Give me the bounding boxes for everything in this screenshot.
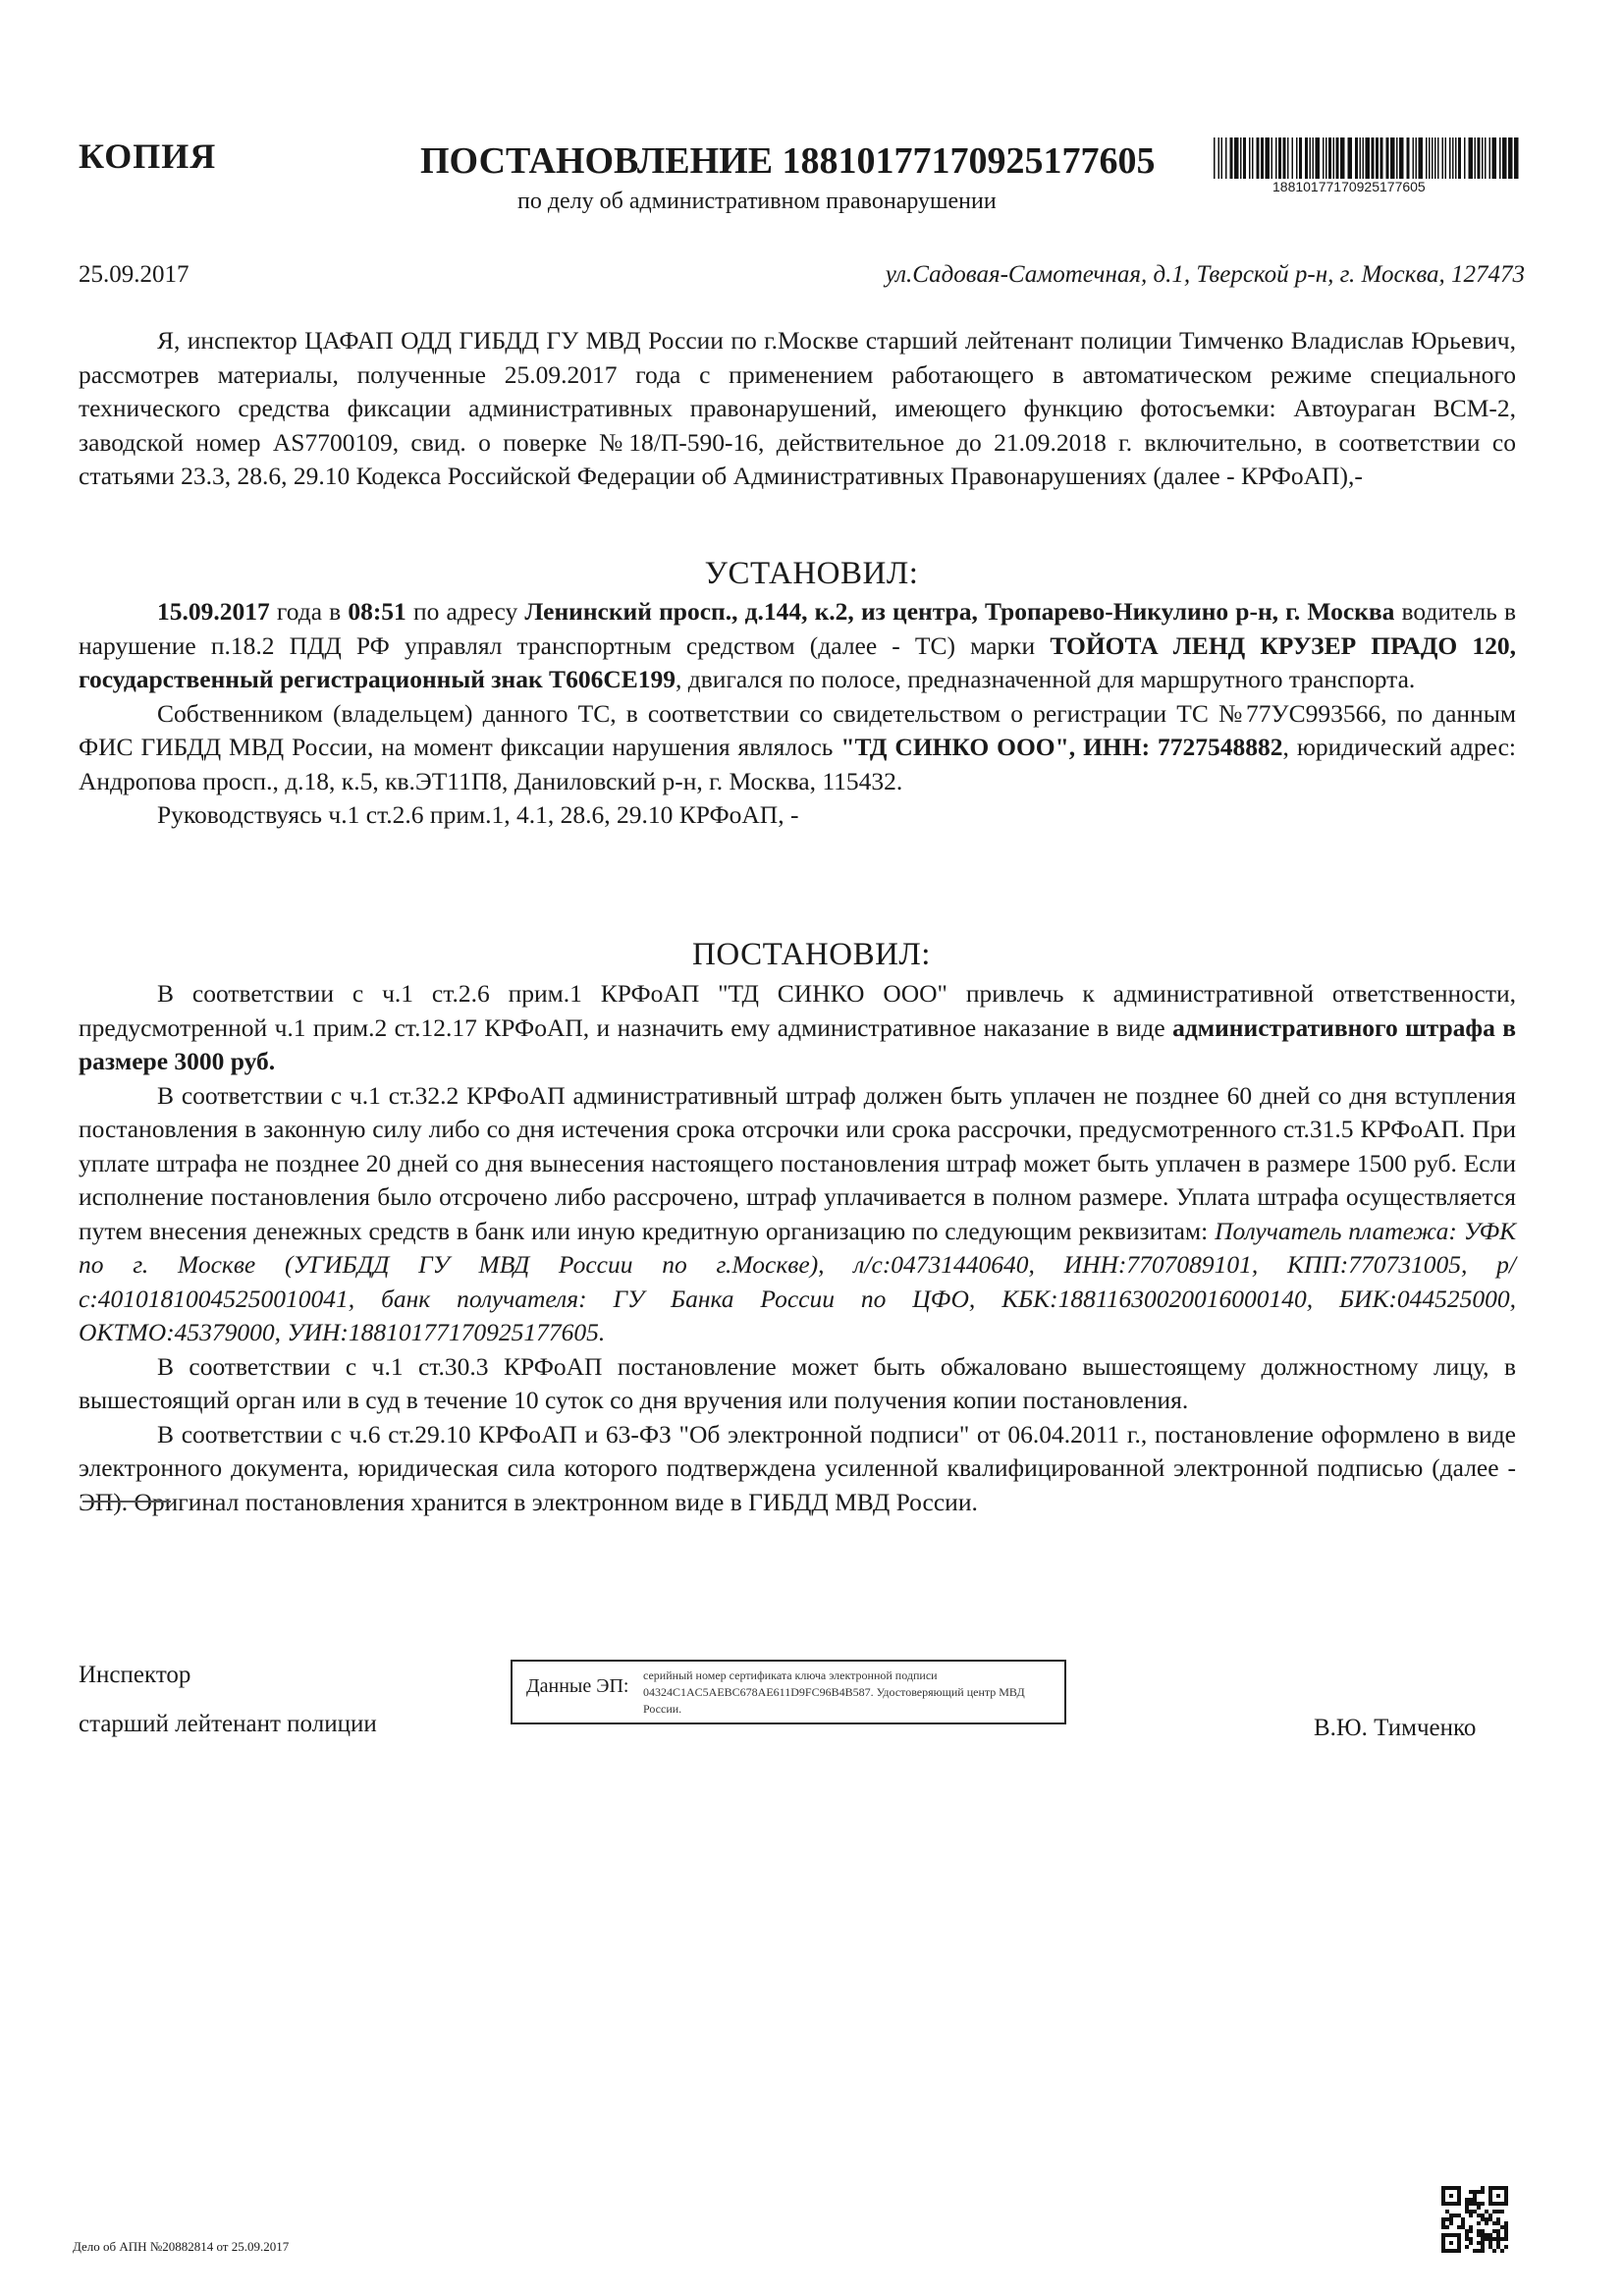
- text-run: водитель в нарушение п.18.2 ПДД РФ управлял транспортным средством (далее - ТС) марки: [79, 597, 1516, 660]
- text-run: года в: [269, 597, 349, 626]
- intro-paragraph: [79, 324, 1516, 494]
- owner-paragraph: [79, 697, 1516, 799]
- document-title: ПОСТАНОВЛЕНИЕ 18810177170925177605: [420, 140, 1156, 182]
- ep-label: Данные ЭП:: [526, 1675, 629, 1697]
- document-subtitle: по делу об административном правонарушении: [517, 189, 997, 214]
- document-date: 25.09.2017: [79, 261, 189, 288]
- case-note: Дело об АПН №20882814 от 25.09.2017: [73, 2239, 290, 2254]
- section-heading-ustanovil: УСТАНОВИЛ:: [704, 556, 919, 591]
- section-heading-postanovil: ПОСТАНОВИЛ:: [692, 937, 931, 972]
- owner-name: "ТД СИНКО ООО", ИНН: 7727548882: [840, 733, 1283, 761]
- payment-requisites: Получатель платежа: УФК по г. Москве (УГИБДД ГУ МВД России по г.Москве), л/с:04731440640, ИНН:7707089101, КПП:770731005, р/с:40101810045250010041, банк получателя: ГУ Банка России по ЦФО, КБК:18811630020016000140, БИК:044525000, ОКТМО:45379000, УИН:18810177170925177605.: [79, 1216, 1517, 1346]
- violation-paragraph: [79, 595, 1516, 697]
- issuer-address: ул.Садовая-Самотечная, д.1, Тверской р-н, г. Москва, 127473: [885, 261, 1525, 288]
- text-run: , юридический адрес: Андропова просп., д.18, к.5, кв.ЭТ11П8, Даниловский р-н, г. Москва, 115432.: [79, 733, 1516, 795]
- fine-amount: административного штрафа в размере 3000 руб.: [79, 1012, 1516, 1075]
- text-run: , двигался по полосе, предназначенной для маршрутного транспорта.: [676, 665, 1416, 693]
- text-run: В соответствии с ч.1 ст.32.2 КРФоАП административный штраф должен быть уплачен не позднее 60 дней со дня вступления постановления в законную силу либо со дня истечения срока отсрочки или срока рассрочки, предусмотренного ст.31.5 КРФоАП. При уплате штрафа не позднее 20 дней со дня вынесения настоящего постановления штраф может быть уплачен в размере 1500 руб. Если исполнение постановления было отсрочено либо рассрочено, штраф уплачивается в полном размере. Уплата штрафа осуществляется путем внесения денежных средств в банк или иную кредитную организацию по следующим реквизитам:: [79, 1080, 1516, 1245]
- signer-role: Инспектор: [79, 1662, 191, 1688]
- qr-code: [1441, 2186, 1508, 2253]
- section-postanovil: [79, 977, 1516, 1519]
- scan-mark: [82, 1501, 171, 1503]
- violation-location: Ленинский просп., д.144, к.2, из центра, Тропарево-Никулино р-н, г. Москва: [524, 597, 1395, 626]
- intro-text: Я, инспектор ЦАФАП ОДД ГИБДД ГУ МВД России по г.Москве старший лейтенант полиции Тимченко Владислав Юрьевич, рассмотрев материалы, полученные 25.09.2017 года с применением работающего в автоматическом режиме специального технического средства фиксации административных правонарушений, имеющего функцию фотосъемки: Автоураган ВСМ-2, заводской номер AS7700109, свид. о поверке №18/П-590-16, действительное до 21.09.2018 г. включительно, в соответствии со статьями 23.3, 28.6, 29.10 Кодекса Российской Федерации об Административных Правонарушениях (далее - КРФоАП),-: [79, 326, 1516, 490]
- violation-time: 08:51: [348, 597, 406, 626]
- ep-details: серийный номер сертификата ключа электронной подписи 04324C1AC5AEBC678AE611D9FC96B4B587. Удостоверяющий центр МВД России.: [643, 1668, 1025, 1716]
- esignature-paragraph: В соответствии с ч.6 ст.29.10 КРФоАП и 63-ФЗ "Об электронной подписи" от 06.04.2011 г., постановление оформлено в виде электронного документа, юридическая сила которого подтверждена усиленной квалифицированной электронной подписью (далее - ЭП). Оригинал постановления хранится в электронном виде в ГИБДД МВД России.: [79, 1419, 1516, 1516]
- signer-rank: старший лейтенант полиции: [79, 1711, 377, 1737]
- violation-date: 15.09.2017: [157, 597, 270, 626]
- text-run: В соответствии с ч.1 ст.2.6 прим.1 КРФоАП "ТД СИНКО ООО" привлечь к административной ответственности, предусмотренной ч.1 прим.2 ст.12.17 КРФоАП, и назначить ему административное наказание в виде: [79, 979, 1516, 1042]
- electronic-signature-box: [511, 1660, 1066, 1724]
- appeal-paragraph: В соответствии с ч.1 ст.30.3 КРФоАП постановление может быть обжаловано вышестоящему должностному лицу, в вышестоящий орган или в суд в течение 10 суток со дня вручения или получения копии постановления.: [79, 1351, 1516, 1414]
- payment-paragraph: [79, 1079, 1516, 1350]
- section-ustanovil: [79, 595, 1516, 833]
- text-run: Собственником (владельцем) данного ТС, в соответствии со свидетельством о регистрации ТС №77УС993566, по данным ФИС ГИБДД МВД России, на момент фиксации нарушения являлось: [79, 698, 1516, 761]
- vehicle-info: ТОЙОТА ЛЕНД КРУЗЕР ПРАДО 120, государственный регистрационный знак Т606СЕ199: [79, 630, 1517, 693]
- copy-label: КОПИЯ: [79, 137, 217, 176]
- signer-name: В.Ю. Тимченко: [1314, 1715, 1477, 1741]
- barcode: [1214, 137, 1520, 179]
- penalty-paragraph: [79, 977, 1516, 1079]
- guidance-paragraph: Руководствуясь ч.1 ст.2.6 прим.1, 4.1, 28.6, 29.10 КРФоАП, -: [157, 800, 799, 829]
- text-run: по адресу: [406, 597, 525, 626]
- barcode-number: 18810177170925177605: [1272, 179, 1426, 194]
